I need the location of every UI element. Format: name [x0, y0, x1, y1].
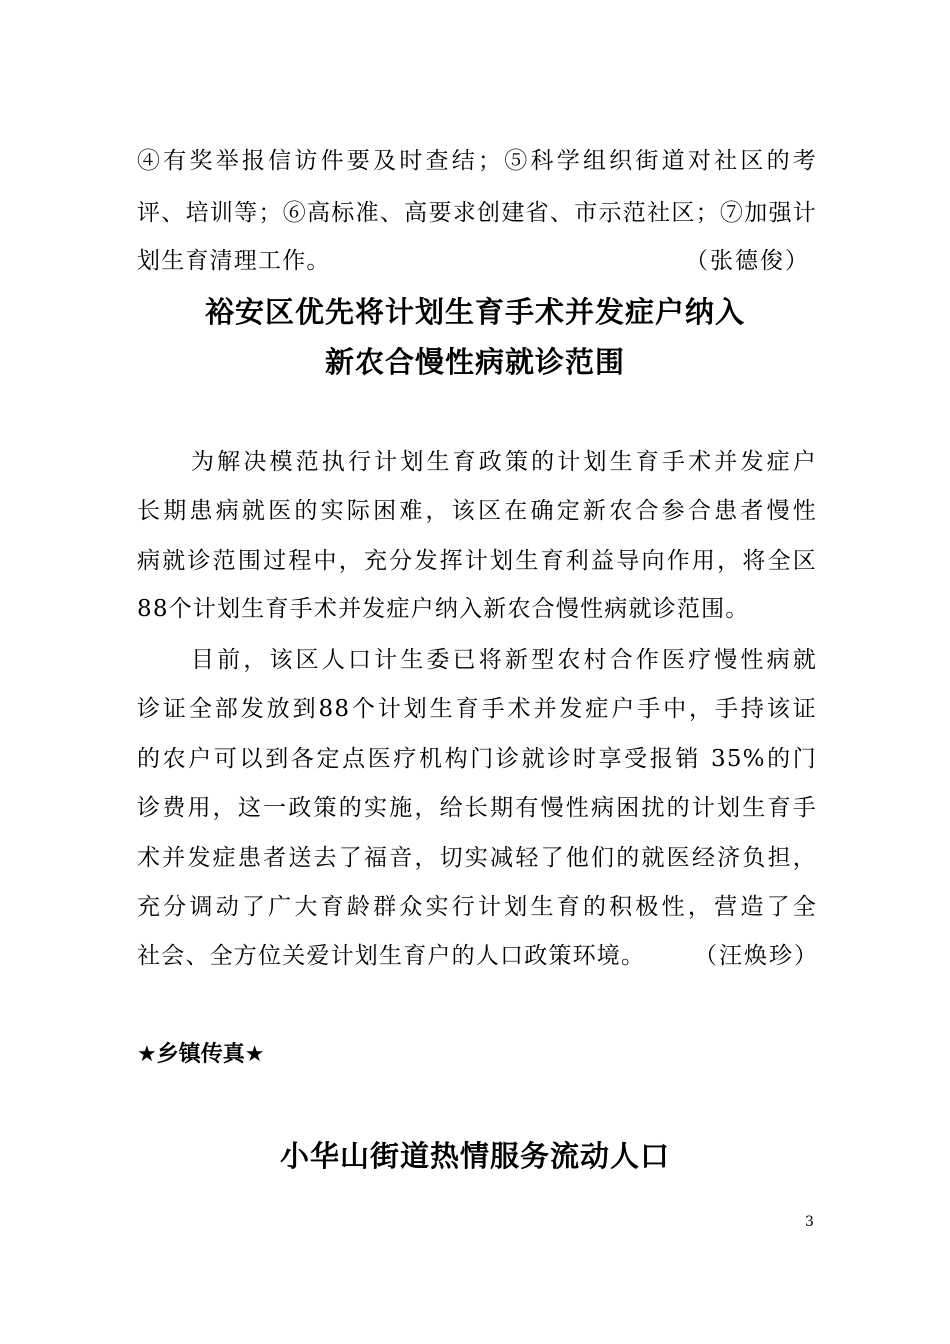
page-number: 3 — [805, 1214, 814, 1230]
paragraph-line: 术并发症患者送去了福音，切实减轻了他们的就医经济负担， — [137, 845, 817, 871]
article-title: 小华山街道热情服务流动人口 — [279, 1139, 670, 1173]
paragraph-line: 充分调动了广大育龄群众实行计划生育的积极性，营造了全 — [137, 894, 817, 920]
paragraph-line: 长期患病就医的实际困难，该区在确定新农合参合患者慢性 — [137, 498, 817, 524]
paragraph-line: 88个计划生育手术并发症户纳入新农合慢性病就诊范围。 — [137, 596, 750, 622]
article-title: 新农合慢性病就诊范围 — [324, 345, 625, 379]
author-name: （汪焕珍） — [694, 943, 819, 969]
section-header: ★乡镇传真★ — [137, 1042, 265, 1067]
paragraph-line: 划生育清理工作。 — [137, 248, 331, 274]
article-title: 裕安区优先将计划生育手术并发症户纳入 — [204, 295, 745, 329]
paragraph-line: 的农户可以到各定点医疗机构门诊就诊时享受报销 35%的门 — [137, 746, 817, 772]
paragraph-line: 诊证全部发放到88个计划生育手术并发症户手中，手持该证 — [137, 696, 817, 722]
paragraph-line: 病就诊范围过程中，充分发挥计划生育利益导向作用，将全区 — [137, 548, 817, 574]
paragraph-line: ④有奖举报信访件要及时查结；⑤科学组织街道对社区的考 — [137, 148, 817, 174]
author-name: （张德俊） — [685, 248, 810, 274]
paragraph-line: 为解决模范执行计划生育政策的计划生育手术并发症户 — [191, 449, 817, 475]
paragraph-line: 目前，该区人口计生委已将新型农村合作医疗慢性病就 — [191, 647, 817, 673]
paragraph-line: 诊费用，这一政策的实施，给长期有慢性病困扰的计划生育手 — [137, 795, 817, 821]
paragraph-line: 评、培训等；⑥高标准、高要求创建省、市示范社区；⑦加强计 — [137, 200, 817, 226]
paragraph-line: 社会、全方位关爱计划生育户的人口政策环境。 — [137, 943, 646, 969]
